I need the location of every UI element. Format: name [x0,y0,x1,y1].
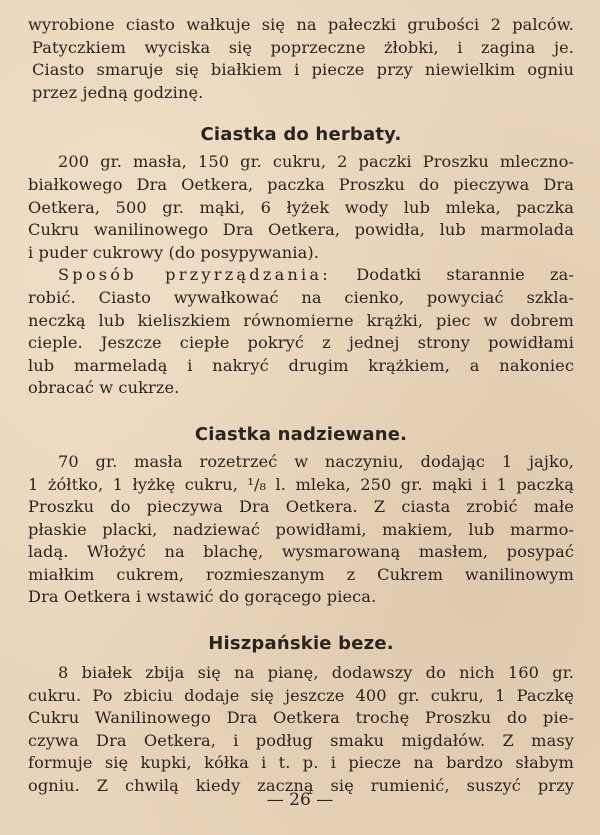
text-line: robić. Ciasto wywałkować na cienko, powyciać szkla- [28,287,574,307]
text-line: Proszku do pieczywa Dra Oetkera. Z ciasta zrobić małe [28,497,574,517]
text-line: miałkim cukrem, rozmieszanym z Cukrem wanilinowym [28,564,574,584]
ingredients-paragraph [28,151,574,264]
intro-paragraph [28,14,574,104]
text-line: Cukru Wanilinowego Dra Oetkera trochę Proszku do pie- [28,708,574,728]
method-first-rest: Dodatki starannie za- [356,265,575,285]
text-line: Cukru wanilinowego Dra Oetkera, powidła, lub marmolada [28,220,574,240]
text-line: wyrobione ciasto wałkuje się na pałeczki grubości 2 palców. [28,15,574,34]
section-title-hiszpanskie-beze: Hiszpańskie beze. [208,633,394,655]
page-number: — 26 — [266,790,334,810]
section3-paragraph [28,662,574,798]
text-line: białkowego Dra Oetkera, paczka Proszku do pieczywa Dra [28,174,574,194]
text-line: Patyczkiem wyciska się poprzeczne żłobki, i zagina je. [32,37,574,57]
text-line: 70 gr. masła rozetrzeć w naczyniu, dodając 1 jajko, [58,451,574,471]
method-paragraph [28,264,574,400]
text-line: przez jedną godzinę. [32,82,204,102]
text-line: i puder cukrowy (do posypywania). [28,242,320,262]
text-line: cieple. Jeszcze ciepłe pokryć z jednej strony powidłami [28,333,574,353]
text-line: lub marmeladą i nakryć drugim krążkiem, a nakoniec [28,355,574,375]
section-title-ciastka-do-herbaty: Ciastka do herbaty. [200,124,402,146]
page-content [28,12,574,798]
text-line: obracać w cukrze. [28,378,180,398]
section-title-ciastka-nadziewane: Ciastka nadziewane. [194,423,408,445]
text-line: Dra Oetkera i wstawić do gorącego pieca. [28,587,377,607]
method-label: Sposób przyrządzania: [58,265,331,285]
text-line: ogniu. Z chwilą kiedy zaczną się rumienić, suszyć przy [28,776,574,796]
text-line: cukru. Po zbiciu dodaje się jeszcze 400 gr. cukru, 1 Paczkę [28,685,574,705]
text-line: 200 gr. masła, 150 gr. cukru, 2 paczki Proszku mleczno- [58,152,574,172]
text-line [28,264,574,287]
text-line: 1 żółtko, 1 łyżkę cukru, ¹/₈ l. mleka, 250 gr. mąki i 1 paczką [28,474,574,494]
text-line: czywa Dra Oetkera, i podług smaku migdałów. Z masy [28,730,574,750]
section2-paragraph [28,451,574,609]
text-line: Ciasto smaruje się białkiem i piecze przy niewielkim ogniu [32,60,574,80]
text-line: ladą. Włożyć na blachę, wysmarowaną masłem, posypać [28,542,574,562]
text-line: formuje się kupki, kółka i t. p. i piecze na bardzo słabym [28,753,574,773]
text-line: neczką lub kieliszkiem równomierne krążki, piec w dobrem [28,310,574,330]
text-line: płaskie placki, nadziewać powidłami, makiem, lub marmo- [28,519,574,539]
text-line: 8 białek zbija się na pianę, dodawszy do nich 160 gr. [58,663,574,683]
text-line: Oetkera, 500 gr. mąki, 6 łyżek wody lub mleka, paczka [28,197,574,217]
